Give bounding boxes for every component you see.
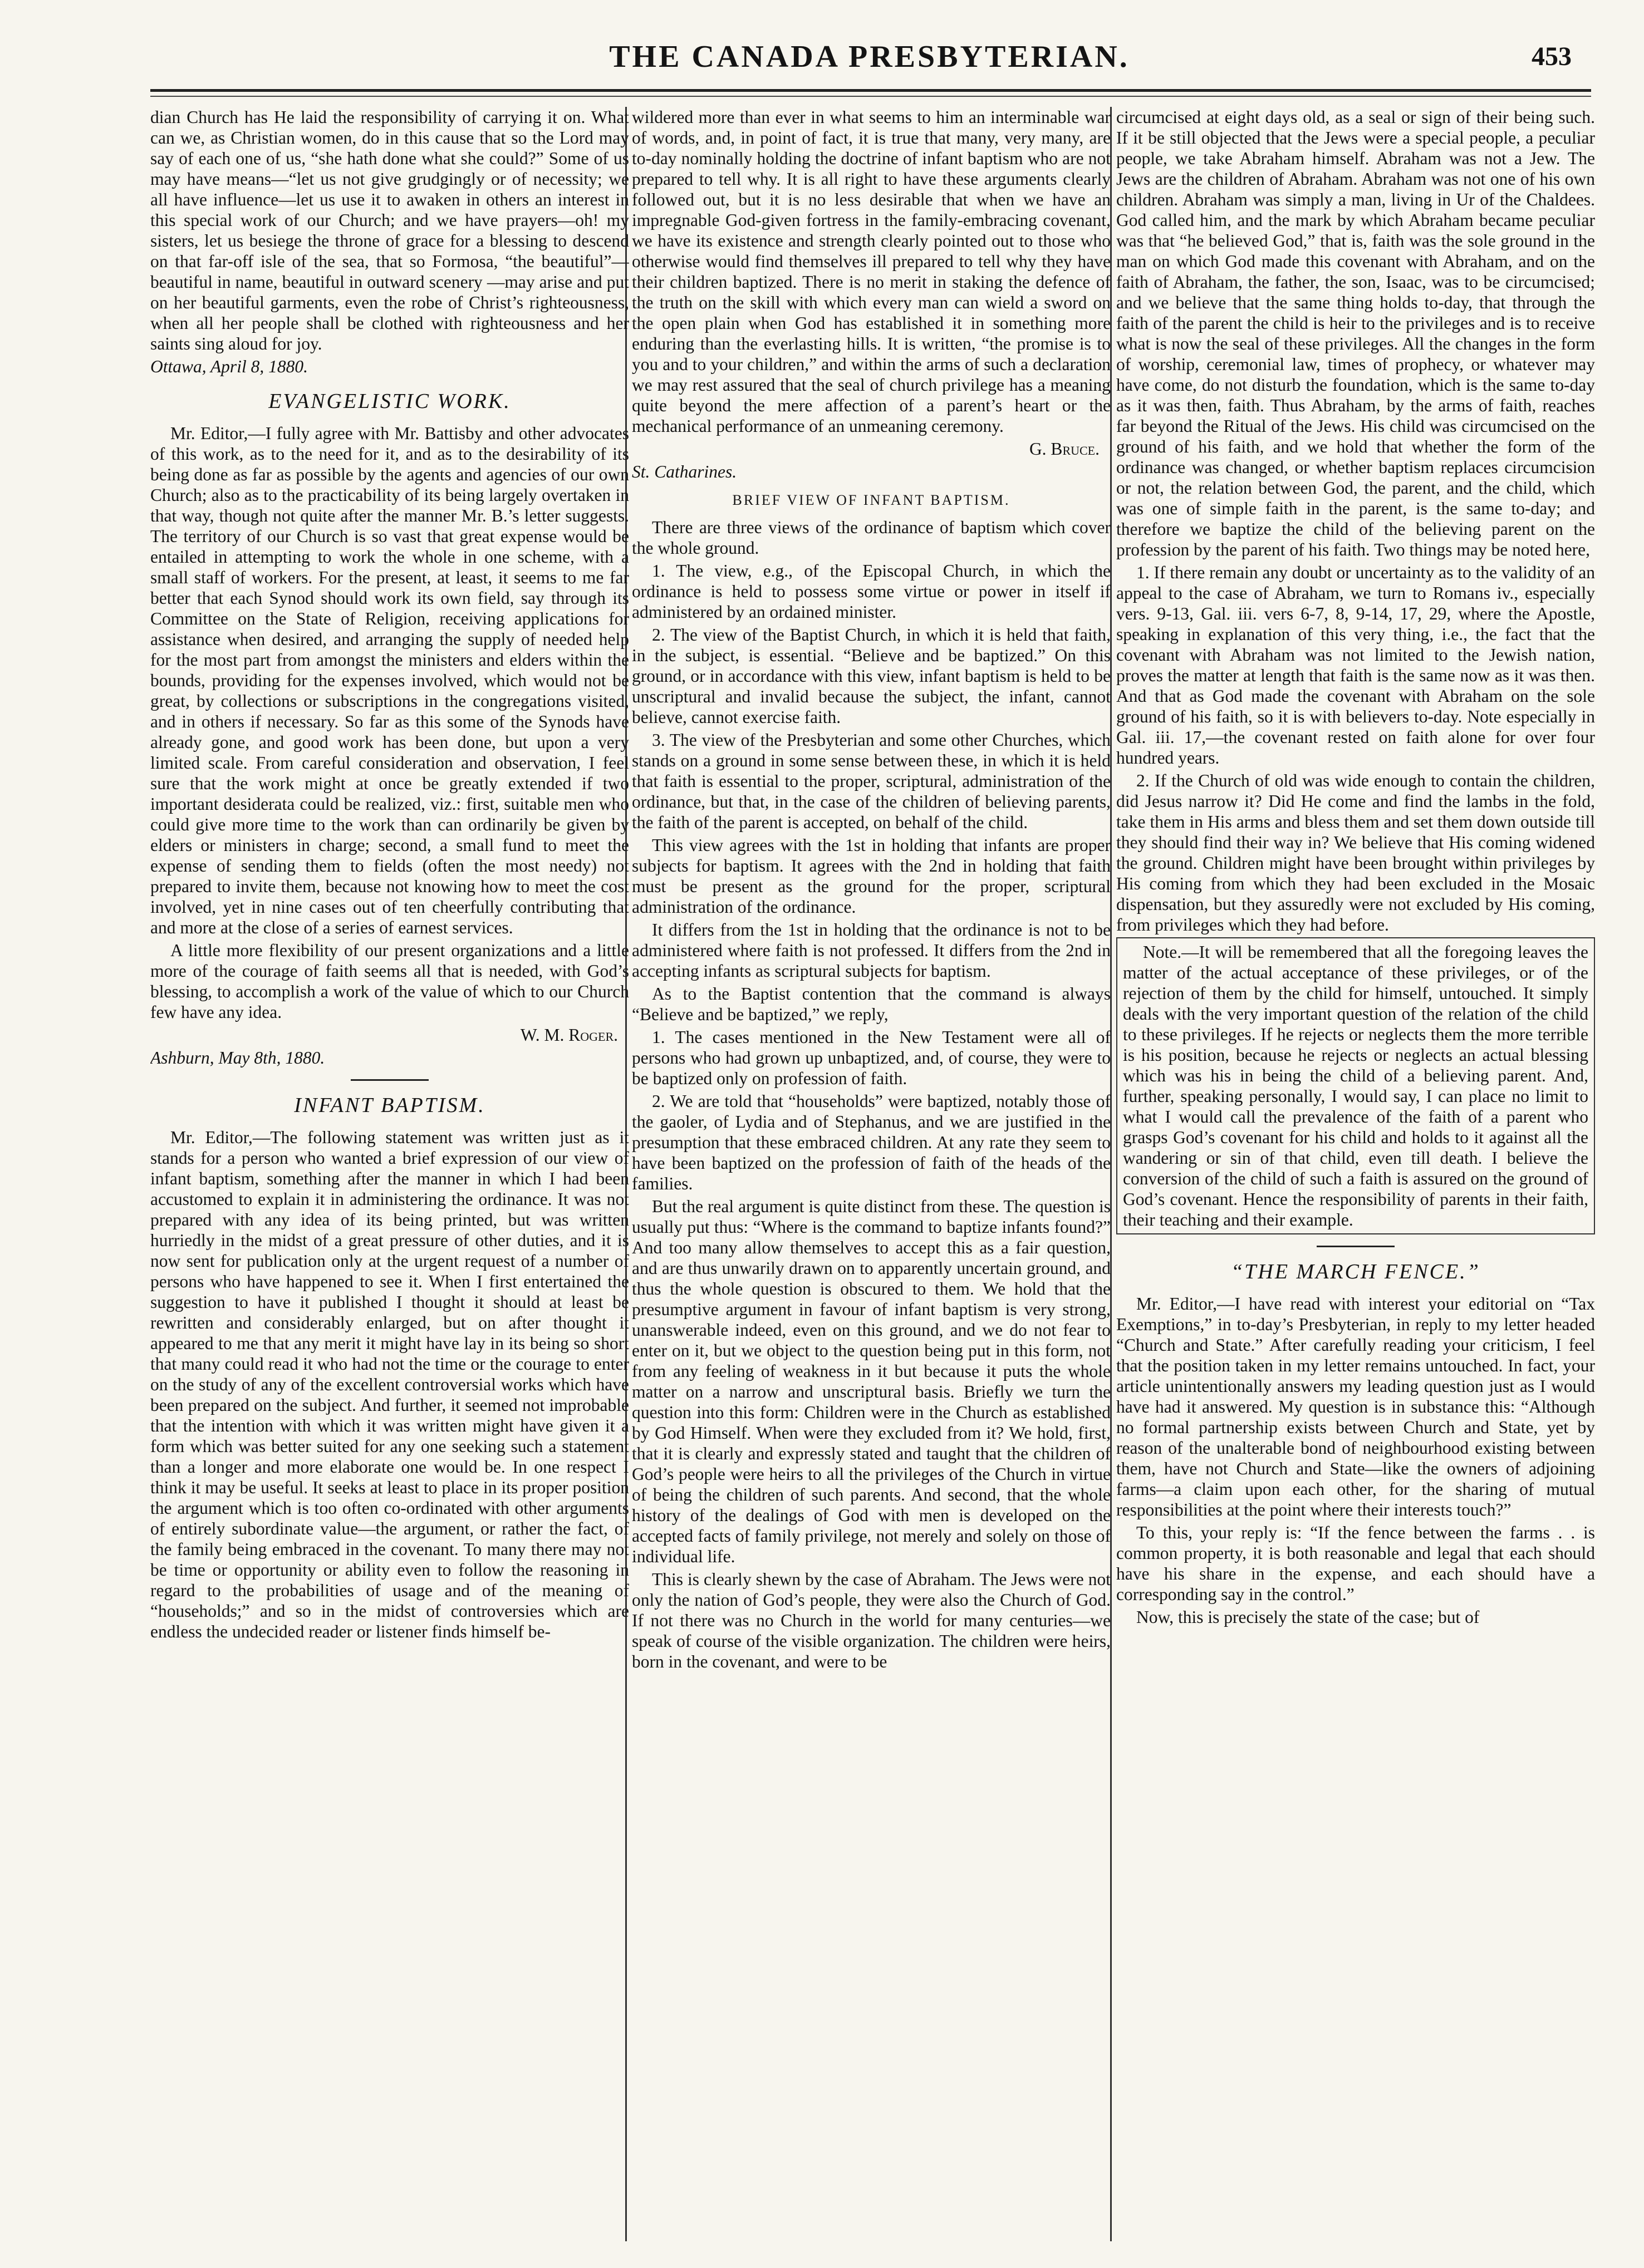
article-paragraph: 2. We are told that “households” were baptized, notably those of the gaoler, of Lydia and of Stephanus, and we are justified in the presumption that these embraced children. At any rate they seem to have been baptized on the profession of faith of the heads of the families. <box>632 1091 1111 1193</box>
dateline: Ottawa, April 8, 1880. <box>150 357 308 376</box>
signature: W. M. Roger. <box>520 1025 618 1045</box>
dateline: Ashburn, May 8th, 1880. <box>150 1048 325 1067</box>
dateline: St. Catharines. <box>632 462 737 481</box>
article-paragraph: wildered more than ever in what seems to him an interminable war of words, and, in point of fact, it is true that many, very many, are to-day nominally holding the doctrine of infant baptism who are not prepared to tell why. It is all right to have these arguments clearly followed out, but it is no less desirable that when we have an impregnable God-given fortress in the family-embracing covenant, we have its existence and strength clearly pointed out to those who otherwise would find themselves ill prepared to tell why they have their children baptized. There is no merit in staking the defence of the truth on the skill with which every man can wield a sword on the open plain when God has established it in something more enduring than the everlasting hills. It is written, “the promise is to you and to your children,” and within the arms of such a declaration we may rest assured that the seal of church privilege has a meaning quite beyond the mere affection of a parent’s heart or the mechanical performance of an unmeaning ceremony. <box>632 107 1111 436</box>
article-paragraph: But the real argument is quite distinct from these. The question is usually put thus: “Where is the command to baptize infants found?” And too many allow themselves to accept this as a fair question, and are thus unwarily drawn on to apparently uncertain ground, and thus the whole question is obscured to them. We hold that the presumptive argument in favour of infant baptism is very strong, unanswerable indeed, even on this ground, and we do not fear to enter on it, but we object to the question being put in this form, not from any feeling of weakness in it but because it puts the whole matter on a narrow and unscriptural basis. Briefly we turn the question into this form: Children were in the Church as established by God Himself. When were they excluded from it? We hold, first, that it is clearly and expressly stated and taught that the children of God’s people were heirs to all the privileges of the Church in virtue of being the children of such parents. And second, that the whole history of the dealings of God with men is developed on the accepted facts of family privilege, not merely and solely on those of individual life. <box>632 1197 1111 1566</box>
section-rule <box>351 1079 429 1081</box>
article-paragraph: This is clearly shewn by the case of Abraham. The Jews were not only the nation of God’s people, they were also the Church of God. If not there was no Church in the world for many centuries—we speak of course of the visible organization. The children were heirs, born in the covenant, and were to be <box>632 1570 1111 1671</box>
article-heading: INFANT BAPTISM. <box>294 1094 485 1117</box>
page-number: 453 <box>1532 42 1572 71</box>
section-rule <box>1317 1246 1395 1247</box>
column-2 <box>632 107 1111 2241</box>
signature: G. Bruce. <box>1029 439 1100 459</box>
article-paragraph: Mr. Editor,—I fully agree with Mr. Battisby and other advocates of this work, as to the need for it, and as to the desirability of its being done as far as possible by the agents and agencies of our own Church; also as to the practicability of its being largely overtaken in that way, though not quite after the manner Mr. B.’s letter suggests. The territory of our Church is so vast that great expense would be entailed in attempting to work the whole in one scheme, with a small staff of workers. For the present, at least, it seems to me far better that each Synod should work its own field, say through its Committee on the State of Religion, receiving applications for assistance when desired, and arranging the supply of needed help for the most part from amongst the ministers and elders within the bounds, providing for the expenses involved, which would not be great, by collections or subscriptions in the congregations visited, and in others if necessary. So far as this some of the Synods have already gone, and good work has been done, but upon a very limited scale. From careful consideration and observation, I feel sure that the work might at once be greatly extended if two important desiderata could be realized, viz.: first, suitable men who could give more time to the work than can ordinarily be given by elders or ministers in charge; second, a small fund to meet the expense of sending them to fields (often the most needy) not prepared to invite them, because not knowing how to meet the cost involved, yet in nine cases out of ten cheerfully contributing that and more at the close of a series of earnest services. <box>150 424 629 937</box>
article-paragraph: To this, your reply is: “If the fence between the farms . . is common property, it is both reasonable and legal that each should have his share in the expense, and each should have a corresponding say in the control.” <box>1116 1523 1595 1604</box>
running-head <box>150 27 1588 88</box>
article-paragraph: There are three views of the ordinance of baptism which cover the whole ground. <box>632 518 1111 558</box>
article-paragraph: dian Church has He laid the responsibility of carrying it on. What can we, as Christian women, do in this cause that so the Lord may say of each one of us, “she hath done what she could?” Some of us may have means—“let us not give grudgingly or of necessity; we all have influence—let us use it to awaken in others an interest in this special work of our Church; and we have prayers—oh! my sisters, let us besiege the throne of grace for a blessing to descend on that far-off isle of the sea, that so Formosa, “the beautiful”—beautiful in name, beautiful in outward scenery —may arise and put on her beautiful garments, even the robe of Christ’s righteousness, when all her people shall be clothed with righteousness and her saints sing aloud for joy. <box>150 107 629 353</box>
article-heading: “THE MARCH FENCE.” <box>1231 1260 1480 1283</box>
note-box: Note.—It will be remembered that all the foregoing leaves the matter of the actual acceptance of these privileges, or of the rejection of them by the child for himself, untouched. It simply deals with the very important question of the relation of the child to these privileges. If he rejects or neglects them the more terrible is his position, because he rejects or neglects an actual blessing which was his in being the child of a believing parent. And, further, speaking personally, I would say, I can place no limit to what I would call the prevalence of the faith of a parent who grasps God’s covenant for his child and holds to it against all the wandering or sin of that child, even till death. I believe the conversion of the child of such a faith is assured on the ground of God’s covenant. Hence the responsibility of parents in their faith, their teaching and their example. <box>1116 937 1595 1234</box>
sub-heading: BRIEF VIEW OF INFANT BAPTISM. <box>732 492 1010 508</box>
article-paragraph: 3. The view of the Presbyterian and some other Churches, which stands on a ground in some sense between these, in which it is held that faith is essential to the proper, scriptural, administration of the ordinance, but that, in the case of the children of believing parents, the faith of the parent is accepted, on behalf of the child. <box>632 730 1111 832</box>
article-paragraph: Mr. Editor,—I have read with interest your editorial on “Tax Exemptions,” in to-day’s Presbyterian, in reply to my letter headed “Church and State.” After carefully reading your criticism, I feel that the position taken in my letter remains untouched. In fact, your article unintentionally answers my leading question just as I would have had it answered. My question is in substance this: “Although no formal partnership exists between Church and State, yet by reason of the unalterable bond of neighbourhood existing between them, have not Church and State—like the owners of adjoining farms—a claim upon each other, for the sharing of mutual responsibilities at the point where their interests touch?” <box>1116 1294 1595 1519</box>
column-1 <box>150 107 629 2241</box>
article-paragraph: This view agrees with the 1st in holding that infants are proper subjects for baptism. It agrees with the 2nd in holding that faith must be present as the ground for the proper, scriptural administration of the ordinance. <box>632 835 1111 917</box>
article-paragraph: As to the Baptist contention that the command is always “Believe and be baptized,” we reply, <box>632 984 1111 1024</box>
article-paragraph: 1. The cases mentioned in the New Testament were all of persons who had grown up unbaptized, and, of course, they were to be baptized only on profession of faith. <box>632 1027 1111 1088</box>
article-paragraph: Mr. Editor,—The following statement was written just as it stands for a person who wanted a brief expression of our view of infant baptism, something after the manner in which I had been accustomed to explain it in administering the ordinance. It was not prepared with any idea of its being printed, but was written hurriedly in the midst of a great pressure of other duties, and it is now sent for publication only at the urgent request of a number of persons who have happened to see it. When I first entertained the suggestion to have it published I thought it should at least be rewritten and considerably enlarged, but on after thought it appeared to me that any merit it might have lay in its being so short that many could read it who had not the time or the courage to enter on the study of any of the excellent controversial works which have been prepared on the subject. And further, it seemed not improbable that the intention with which it was written might have given it a form which was better suited for any one seeking such a statement than a longer and more elaborate one would be. In one respect I think it may be useful. It seeks at least to place in its proper position the argument which is too often co-ordinated with other arguments of entirely subordinate value—the argument, or rather the fact, of the family being embraced in the covenant. To many there may not be time or opportunity or ability even to follow the reasoning in regard to the probabilities of usage and of the meaning of “households;” and so in the midst of controversies which are endless the undecided reader or listener finds himself be- <box>150 1128 629 1641</box>
article-paragraph: 2. If the Church of old was wide enough to contain the children, did Jesus narrow it? Did He come and find the lambs in the fold, take them in His arms and bless them and set them down outside till they should find their way in? We believe that His coming widened the ground. Children might have been brought within privileges by His coming from which they had been excluded in the Mosaic dispensation, but they assuredly were not excluded by His coming, from privileges which they had before. <box>1116 771 1595 934</box>
article-paragraph: 2. The view of the Baptist Church, in which it is held that faith, in the subject, is essential. “Believe and be baptized.” On this ground, or in accordance with this view, infant baptism is held to be unscriptural and invalid because the subject, the infant, cannot believe, cannot exercise faith. <box>632 625 1111 727</box>
article-paragraph: Now, this is precisely the state of the case; but of <box>1136 1607 1480 1627</box>
article-paragraph: circumcised at eight days old, as a seal or sign of their being such. If it be still objected that the Jews were a special people, a peculiar people, we take Abraham himself. Abraham was not a Jew. The Jews are the children of Abraham. Abraham was not one of his own children. Abraham was simply a man, living in Ur of the Chaldees. God called him, and the mark by which Abraham became peculiar was that “he believed God,” that is, faith was the sole ground in the man on which God made this covenant with Abraham, and on the faith of Abraham, the father, the son, Isaac, was to be circumcised; and we believe that the same thing holds to-day, that through the faith of the parent the child is heir to the privileges and is to receive what is now the seal of these privileges. All the changes in the form of worship, ceremonial law, times of prophecy, or whatever may have come, do not disturb the foundation, which is the same to-day as it was then, faith. Thus Abraham, by the arms of faith, reaches far beyond the Ritual of the Jews. His child was circumcised on the ground of his faith, and we hold that whether the form of the ordinance was changed, or whether baptism replaces circumcision or not, the relation between God, the parent, and the child, which was one of simple faith in the parent, is the same to-day; and therefore we baptize the child of the believing parent on the profession by the parent of his faith. Two things may be noted here, <box>1116 107 1595 559</box>
article-paragraph: It differs from the 1st in holding that the ordinance is not to be administered where faith is not professed. It differs from the 2nd in accepting infants as scriptural subjects for baptism. <box>632 920 1111 981</box>
column-3 <box>1116 107 1595 2241</box>
publication-title: THE CANADA PRESBYTERIAN. <box>609 40 1130 74</box>
article-paragraph: 1. The view, e.g., of the Episcopal Church, in which the ordinance is held to possess some virtue or power in itself if administered by an ordained minister. <box>632 561 1111 622</box>
article-heading: EVANGELISTIC WORK. <box>268 390 511 413</box>
header-rule <box>150 89 1591 92</box>
article-paragraph: A little more flexibility of our present organizations and a little more of the courage of faith seems all that is needed, with God’s blessing, to accomplish a work of the value of which to our Church few have any idea. <box>150 941 629 1022</box>
header-rule-thin <box>150 96 1591 97</box>
article-paragraph: 1. If there remain any doubt or uncertainty as to the validity of an appeal to the case of Abraham, we turn to Romans iv., especially vers. 9-13, Gal. iii. vers 6-7, 8, 9-14, 17, 29, where the Apostle, speaking in explanation of this very thing, i.e., the fact that the covenant with Abraham was not limited to the Jewish nation, proves the matter at length that faith is the same now as it was then. And that as God made the covenant with Abraham on the sole ground of his faith, so it is with believers to-day. Note especially in Gal. iii. 17,—the covenant rested on faith alone for over four hundred years. <box>1116 563 1595 768</box>
